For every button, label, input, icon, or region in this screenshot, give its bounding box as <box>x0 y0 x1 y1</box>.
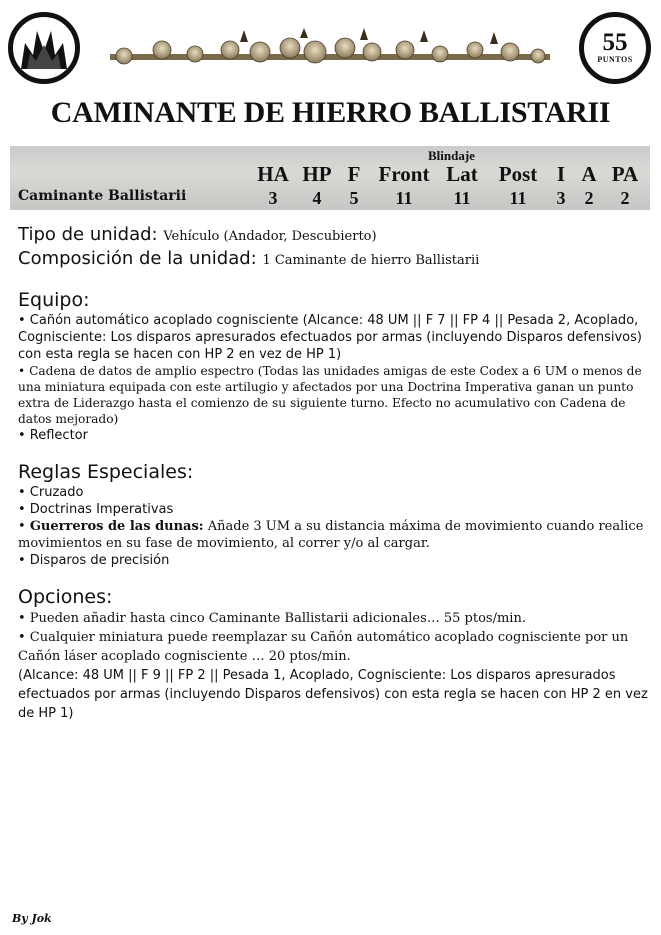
option-item: • Cualquier miniatura puede reemplazar su Cañón automático acoplado cognisciente por un Cañón láser acoplado cognisciente … 20 ptos/min. <box>18 630 629 664</box>
composition-line <box>18 248 648 272</box>
special-rule-item: • Disparos de precisión <box>18 553 170 568</box>
page-title: CAMINANTE DE HIERRO BALLISTARII <box>50 96 611 129</box>
special-rule-dunas <box>18 518 648 552</box>
composition-value: 1 Caminante de hierro Ballistarii <box>262 253 480 268</box>
composition-label: Composición de la unidad: <box>18 248 257 269</box>
stat-value-ha: 3 <box>268 188 278 208</box>
equipment-item: • Cañón automático acoplado cognisciente (Alcance: 48 UM || F 7 || FP 4 || Pesada 2, Acoplado, Cognisciente: Los disparos apresurados efectuados por armas (incluyendo Disparos defensivos) con esta regla se hacen con HP 2 en vez de HP 1) <box>18 313 642 362</box>
special-rule-item: • Doctrinas Imperativas <box>18 502 174 517</box>
stat-header-f: F <box>347 162 361 186</box>
stat-header-ha: HA <box>257 162 289 186</box>
stat-unit-name: Caminante Ballistarii <box>18 188 187 204</box>
option-item: • Pueden añadir hasta cinco Caminante Ballistarii adicionales… 55 ptos/min. <box>18 611 526 626</box>
stat-value-f: 5 <box>349 188 359 208</box>
stat-header-post: Post <box>498 162 538 186</box>
stat-value-pa: 2 <box>620 188 630 208</box>
bullet: • <box>18 519 30 534</box>
points-label: PUNTOS <box>597 55 633 64</box>
equipment-item: • Cadena de datos de amplio espectro (Todas las unidades amigas de este Codex a 6 UM o menos de una miniatura equipada con este artilugio y afectados por una Doctrina Imperativa ganan un punto extra de Liderazgo hasta el comienzo de su siguiente turno. Efecto no acumulativo con Cadena de datos mejorado) <box>18 364 642 426</box>
unit-details <box>18 224 648 723</box>
stat-value-front: 11 <box>395 188 413 208</box>
special-rule-item: • Cruzado <box>18 485 84 500</box>
stat-table <box>10 146 650 210</box>
equipment-item: • Reflector <box>18 428 88 443</box>
stat-header-a: A <box>581 162 597 186</box>
options-heading: Opciones: <box>18 586 113 608</box>
stat-value-post: 11 <box>509 188 527 208</box>
stat-value-lat: 11 <box>453 188 471 208</box>
unit-type-label: Tipo de unidad: <box>18 224 158 245</box>
special-rules-heading: Reglas Especiales: <box>18 461 194 483</box>
skull-banner <box>110 28 550 82</box>
stat-value-hp: 4 <box>312 188 322 208</box>
points-value: 55 <box>602 29 628 56</box>
stat-header-hp: HP <box>302 162 332 186</box>
stat-header-i: I <box>556 162 566 186</box>
dunas-rule-text: Añade 3 UM a su distancia máxima de movimiento cuando realice movimientos en su fase de movimiento, al correr y/o al cargar. <box>18 519 644 551</box>
stat-value-a: 2 <box>584 188 594 208</box>
unit-type-value: Vehículo (Andador, Descubierto) <box>163 229 377 244</box>
points-badge <box>579 12 651 84</box>
armour-group-label: Blindaje <box>428 148 475 163</box>
stat-header-lat: Lat <box>446 162 478 186</box>
stat-header-front: Front <box>378 162 430 186</box>
author-credit: By Jok <box>12 912 52 925</box>
equipment-heading: Equipo: <box>18 289 90 311</box>
stat-value-i: 3 <box>556 188 566 208</box>
stat-header-pa: PA <box>611 162 639 186</box>
faction-emblem <box>8 12 80 84</box>
dunas-rule-name: Guerreros de las dunas: <box>29 519 204 534</box>
option-item-profile: (Alcance: 48 UM || F 9 || FP 2 || Pesada 1, Acoplado, Cognisciente: Los disparos apresurados efectuados por armas (incluyendo Disparos defensivos) con esta regla se hacen con HP 2 en vez de HP 1) <box>18 668 648 721</box>
unit-type-line <box>18 224 648 248</box>
crown-icon <box>19 25 69 71</box>
